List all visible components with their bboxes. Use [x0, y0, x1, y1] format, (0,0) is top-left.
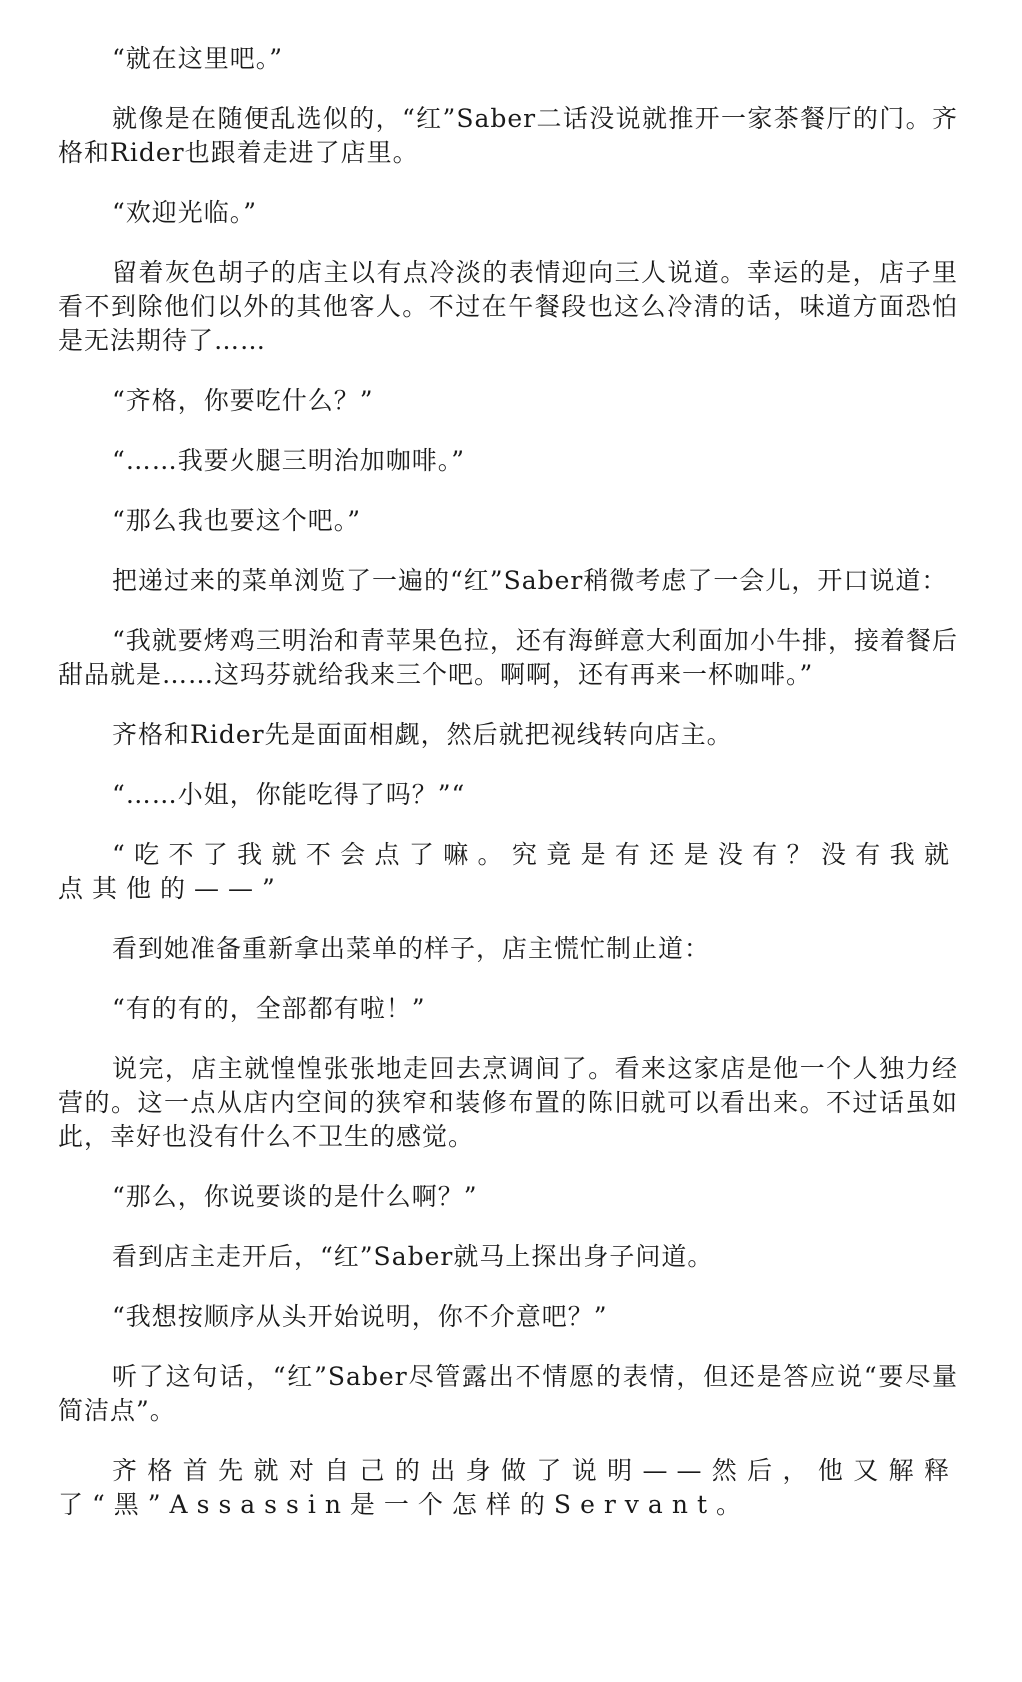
paragraph: 留着灰色胡子的店主以有点冷淡的表情迎向三人说道。幸运的是，店子里看不到除他们以外的其他客人。不过在午餐段也这么冷清的话，味道方面恐怕是无法期待了……: [58, 258, 958, 355]
paragraph: 齐格首先就对自己的出身做了说明——然后，他又解释了“黑”Assassin是一个怎样的Servant。: [58, 1456, 958, 1519]
paragraph: 看到店主走开后，“红”Saber就马上探出身子问道。: [112, 1242, 714, 1271]
paragraph: 看到她准备重新拿出菜单的样子，店主慌忙制止道：: [112, 934, 711, 963]
paragraph: 齐格和Rider先是面面相觑，然后就把视线转向店主。: [112, 720, 733, 749]
paragraph: 说完，店主就惶惶张张地走回去烹调间了。看来这家店是他一个人独力经营的。这一点从店内空间的狭窄和装修布置的陈旧就可以看出来。不过话虽如此，幸好也没有什么不卫生的感觉。: [58, 1054, 958, 1151]
paragraph: “那么，你说要谈的是什么啊？”: [112, 1182, 478, 1211]
paragraph: “就在这里吧。”: [112, 44, 284, 73]
paragraph: “齐格，你要吃什么？”: [112, 386, 374, 415]
paragraph: “吃不了我就不会点了嘛。究竟是有还是没有？没有我就点其他的——”: [58, 840, 958, 903]
paragraph: “……我要火腿三明治加咖啡。”: [112, 446, 466, 475]
paragraph: “有的有的，全部都有啦！”: [112, 994, 426, 1023]
paragraph: “我就要烤鸡三明治和青苹果色拉，还有海鲜意大利面加小牛排，接着餐后甜品就是……这玛芬就给我来三个吧。啊啊，还有再来一杯咖啡。”: [58, 626, 958, 689]
paragraph: 把递过来的菜单浏览了一遍的“红”Saber稍微考虑了一会儿，开口说道：: [112, 566, 948, 595]
paragraph: “欢迎光临。”: [112, 198, 258, 227]
document-page: [58, 42, 958, 1548]
paragraph: “我想按顺序从头开始说明，你不介意吧？”: [112, 1302, 608, 1331]
paragraph: “那么我也要这个吧。”: [112, 506, 362, 535]
paragraph: 听了这句话，“红”Saber尽管露出不情愿的表情，但还是答应说“要尽量简洁点”。: [58, 1362, 958, 1425]
paragraph: 就像是在随便乱选似的，“红”Saber二话没说就推开一家茶餐厅的门。齐格和Rider也跟着走进了店里。: [58, 104, 958, 167]
paragraph: “……小姐，你能吃得了吗？”“: [112, 780, 466, 809]
